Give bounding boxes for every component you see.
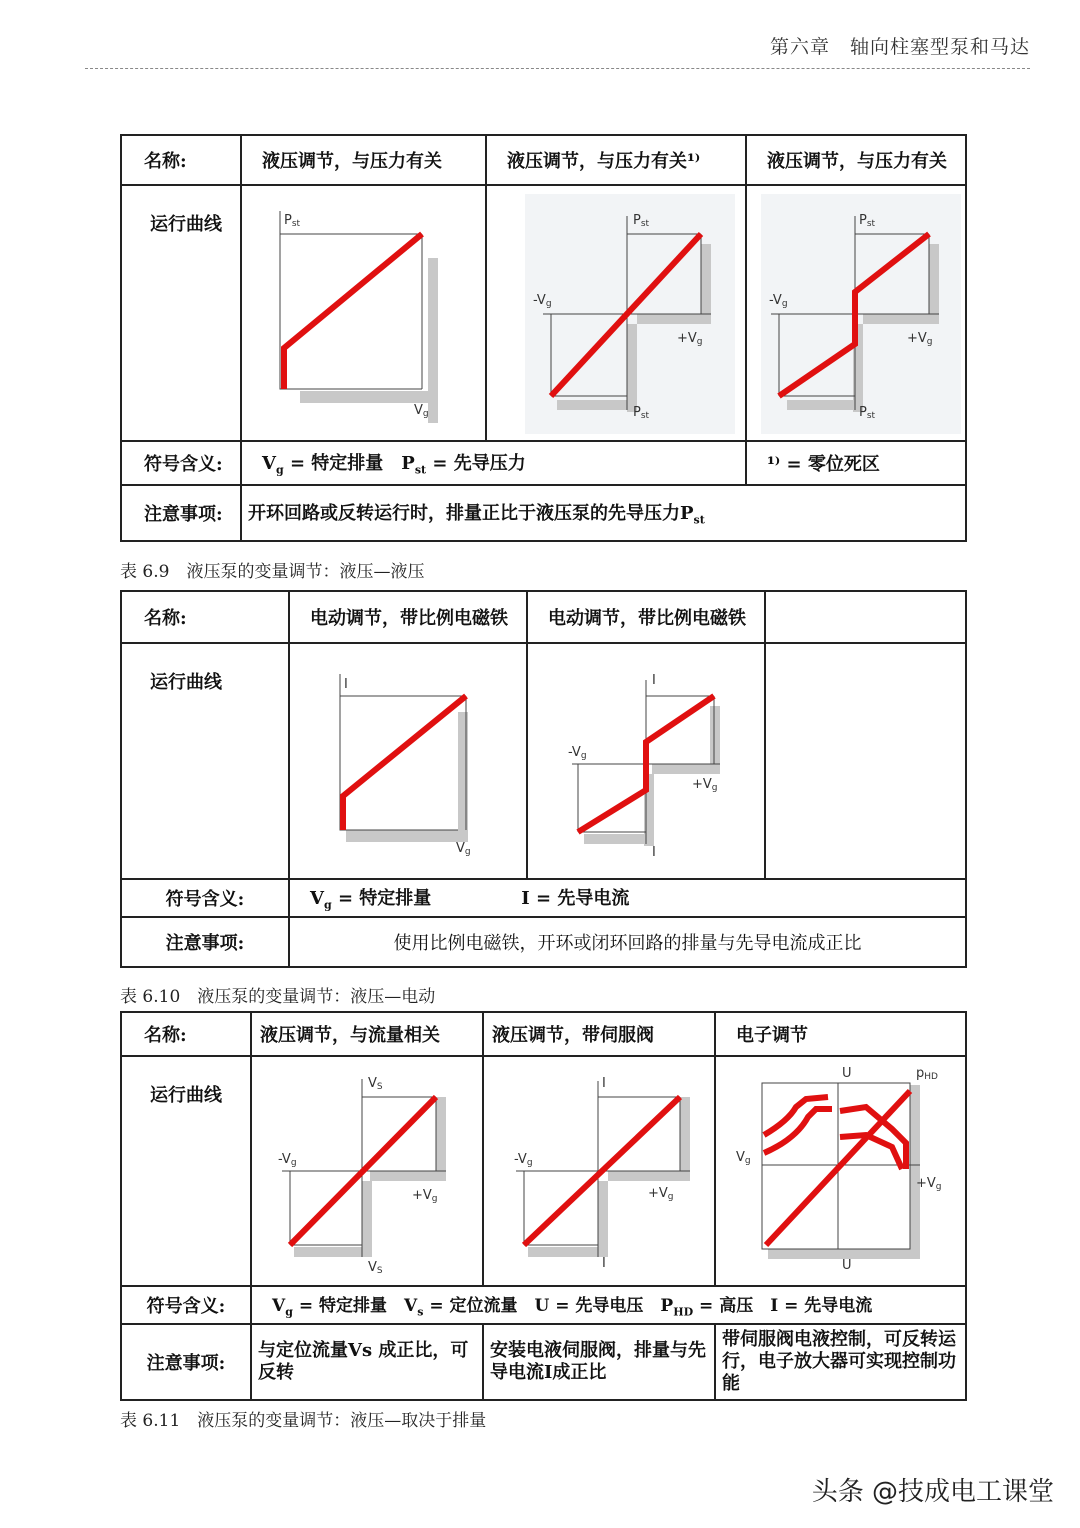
axis-label-pos-vg: +Vg: [907, 331, 933, 347]
header-rule: [85, 68, 1030, 69]
axis-label-u: U: [842, 1258, 852, 1273]
axis-label-i: I: [344, 677, 348, 692]
chapter-header: 第六章 轴向柱塞型泵和马达: [769, 36, 1030, 58]
col-header: 电子调节: [715, 1012, 966, 1056]
watermark: 头条 @技成电工课堂: [811, 1477, 1054, 1507]
axis-label-pos-vg: +Vg: [677, 331, 703, 347]
table-6-10: [120, 590, 967, 968]
name-label: 名称:: [121, 135, 241, 185]
curve-label: 运行曲线: [121, 185, 241, 441]
axis-label-neg-vg: -Vg: [533, 293, 552, 309]
symbol-text: $V_g$ = 特定排量 I = 先导电流: [289, 879, 966, 917]
note-text: 带伺服阀电液控制，可反转运行，电子放大器可实现控制功能: [715, 1324, 966, 1400]
axis-label-vg: Vg: [456, 841, 471, 857]
note-text: 与定位流量Vs 成正比，可反转: [251, 1324, 483, 1400]
empty-cell: [765, 643, 966, 879]
caption-6-11: 表 6.11 液压泵的变量调节：液压—取决于排量: [120, 1411, 487, 1431]
curve-label: 运行曲线: [121, 1056, 251, 1286]
axis-label-neg-vg: -Vg: [278, 1152, 297, 1168]
note-text: 安装电液伺服阀，排量与先导电流I成正比: [483, 1324, 715, 1400]
symbol-label: 符号含义:: [121, 1286, 251, 1324]
table-6-9: [120, 134, 967, 542]
axis-label-vs: VS: [368, 1260, 383, 1276]
curve-label: 运行曲线: [121, 643, 289, 879]
note-label: 注意事项:: [121, 1324, 251, 1400]
col-header: 液压调节，与流量相关: [251, 1012, 483, 1056]
axis-label-i: I: [602, 1076, 606, 1091]
symbol-text: $V_g$ = 特定排量 $P_{st}$ = 先导压力: [241, 441, 746, 485]
axis-label-phd: pHD: [916, 1066, 938, 1082]
axis-label-neg-vg: -Vg: [769, 293, 788, 309]
symbol-footnote: ¹⁾ = 零位死区: [746, 441, 966, 485]
axis-label-pst: Pst: [633, 213, 650, 229]
axis-label-vg: Vg: [414, 403, 429, 419]
curve-chart: [528, 644, 764, 878]
axis-label-pos-vg: +Vg: [916, 1176, 942, 1192]
col-header: 电动调节，带比例电磁铁: [527, 591, 765, 643]
curve-chart: [487, 186, 745, 440]
axis-label-i: I: [652, 845, 656, 860]
axis-label-pst: Pst: [633, 405, 650, 421]
curve-plot: [241, 185, 486, 441]
axis-label-neg-vg: -Vg: [568, 745, 587, 761]
axis-label-u: U: [842, 1066, 852, 1081]
axis-label-pos-vg: +Vg: [692, 777, 718, 793]
col-header: 液压调节，与压力有关: [241, 135, 486, 185]
axis-label-neg-vg: -Vg: [514, 1152, 533, 1168]
axis-label-pst: Pst: [859, 405, 876, 421]
note-text: 开环回路或反转运行时，排量正比于液压泵的先导压力$P_{st}$: [241, 485, 966, 541]
col-header: 液压调节，与压力有关¹⁾: [486, 135, 746, 185]
axis-label-i: I: [652, 673, 656, 688]
curve-plot: [483, 1056, 715, 1286]
table-6-11: [120, 1011, 967, 1401]
axis-label-vs: VS: [368, 1076, 383, 1092]
axis-label-pos-vg: +Vg: [648, 1186, 674, 1202]
curve-chart: [716, 1057, 965, 1285]
curve-chart: [290, 644, 526, 878]
symbol-label: 符号含义:: [121, 441, 241, 485]
name-label: 名称:: [121, 591, 289, 643]
axis-label-pst: Pst: [284, 213, 301, 229]
caption-6-10: 表 6.10 液压泵的变量调节：液压—电动: [120, 987, 436, 1007]
curve-chart: [747, 186, 965, 440]
note-label: 注意事项:: [121, 917, 289, 967]
curve-plot: [289, 643, 527, 879]
axis-label-i: I: [602, 1256, 606, 1271]
axis-label-pst: Pst: [859, 213, 876, 229]
caption-6-9: 表 6.9 液压泵的变量调节：液压—液压: [120, 562, 425, 582]
curve-chart: [242, 186, 485, 440]
col-header: 液压调节，带伺服阀: [483, 1012, 715, 1056]
axis-label-vg: Vg: [736, 1150, 751, 1166]
curve-plot: [486, 185, 746, 441]
curve-plot: [715, 1056, 966, 1286]
symbol-label: 符号含义:: [121, 879, 289, 917]
axis-label-pos-vg: +Vg: [412, 1188, 438, 1204]
note-text: 使用比例电磁铁，开环或闭环回路的排量与先导电流成正比: [289, 917, 966, 967]
symbol-text: $V_g$ = 特定排量 $V_s$ = 定位流量 U = 先导电压 $P_{HD}$ = 高压 I = 先导电流: [251, 1286, 966, 1324]
col-header: 电动调节，带比例电磁铁: [289, 591, 527, 643]
curve-plot: [251, 1056, 483, 1286]
curve-chart: [252, 1057, 482, 1285]
name-label: 名称:: [121, 1012, 251, 1056]
curve-plot: [746, 185, 966, 441]
curve-plot: [527, 643, 765, 879]
curve-chart: [484, 1057, 714, 1285]
col-header-empty: [765, 591, 966, 643]
note-label: 注意事项:: [121, 485, 241, 541]
col-header: 液压调节，与压力有关: [746, 135, 966, 185]
